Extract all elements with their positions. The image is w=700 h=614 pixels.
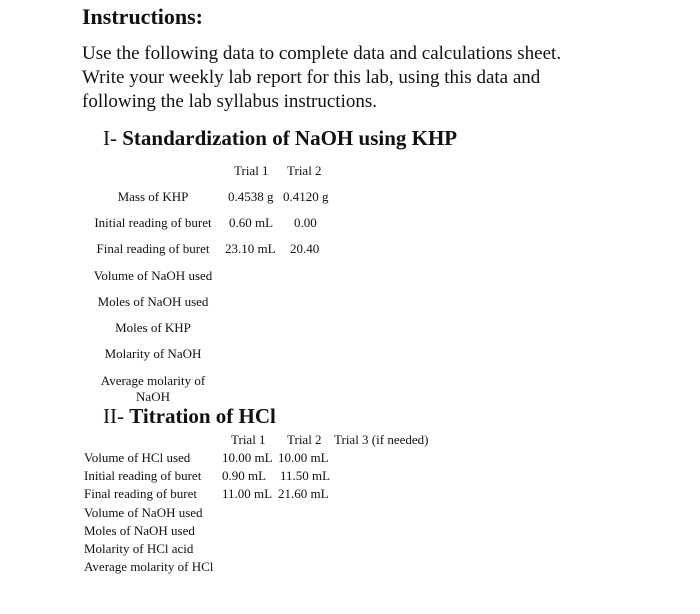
- instructions-paragraph: [82, 42, 561, 114]
- s1-cell: 0.4538 g: [228, 189, 274, 204]
- s1-row-label: Volume of NaOH used: [93, 268, 213, 283]
- instructions-line: Use the following data to complete data and calculations sheet.: [82, 43, 562, 64]
- s1-cell: 0.60 mL: [229, 215, 274, 230]
- section1-prefix: I-: [103, 126, 123, 150]
- s1-col-header-trial1: Trial 1: [234, 163, 269, 178]
- s2-cell: 0.90 mL: [222, 468, 267, 483]
- s1-row-label: Initial reading of buret: [94, 215, 212, 230]
- instructions-line: Write your weekly lab report for this lab, using this data and: [82, 67, 541, 88]
- s1-row-label-line: Average molarity of: [100, 373, 206, 388]
- s1-cell: 0.00: [294, 215, 317, 230]
- section2-heading: [103, 404, 276, 429]
- s2-cell: 10.00 mL: [278, 450, 329, 465]
- s1-col-header-trial2: Trial 2: [287, 163, 322, 178]
- s2-cell: 11.50 mL: [280, 468, 331, 483]
- s1-row-label: Moles of KHP: [115, 320, 191, 335]
- s1-cell: 20.40: [290, 241, 320, 256]
- s2-col-header-trial1: Trial 1: [231, 432, 266, 447]
- s1-row-label: Mass of KHP: [117, 189, 189, 204]
- s2-row-label: Average molarity of HCl: [84, 559, 214, 574]
- s2-row-label: Moles of NaOH used: [84, 523, 195, 538]
- s1-row-label: Molarity of NaOH: [104, 346, 202, 361]
- section1-heading: [103, 126, 457, 151]
- section1-title: Standardization of NaOH using KHP: [122, 126, 458, 150]
- s2-cell: 11.00 mL: [222, 486, 273, 501]
- instructions-line: following the lab syllabus instructions.: [82, 91, 378, 112]
- s1-row-label: [78, 373, 228, 405]
- s2-row-label: Molarity of HCl acid: [84, 541, 194, 556]
- section2-title: Titration of HCl: [129, 404, 276, 428]
- s1-row-label: Moles of NaOH used: [97, 294, 209, 309]
- page-title: Instructions:: [82, 4, 204, 29]
- s2-row-label: Volume of NaOH used: [84, 505, 203, 520]
- section2-prefix: II-: [103, 404, 130, 428]
- s2-cell: 10.00 mL: [222, 450, 273, 465]
- s1-cell: 0.4120 g: [283, 189, 329, 204]
- s2-row-label: Volume of HCl used: [84, 450, 191, 465]
- s1-cell: 23.10 mL: [225, 241, 276, 256]
- s2-row-label: Final reading of buret: [84, 486, 197, 501]
- s1-row-label: Final reading of buret: [96, 241, 210, 256]
- s2-col-header-trial2: Trial 2: [287, 432, 322, 447]
- s1-row-label-line: NaOH: [136, 389, 170, 404]
- s2-cell: 21.60 mL: [278, 486, 329, 501]
- s2-col-header-trial3: Trial 3 (if needed): [334, 432, 429, 447]
- s2-row-label: Initial reading of buret: [84, 468, 202, 483]
